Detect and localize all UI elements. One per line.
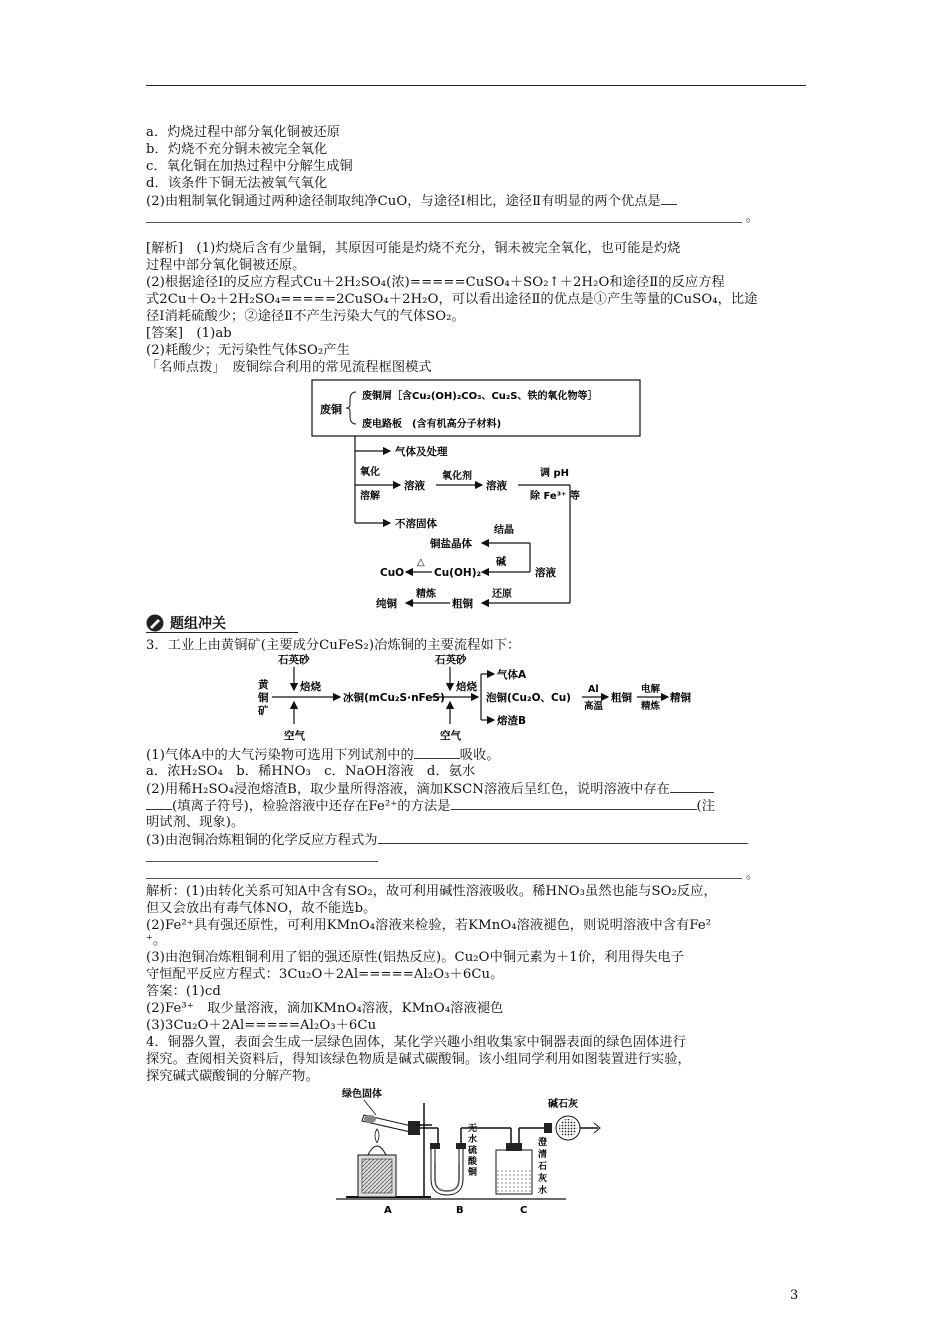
svg-text:矿: 矿 xyxy=(258,705,269,717)
crystallize-label: 结晶 xyxy=(494,525,514,536)
refine-label-2: 精炼 xyxy=(641,701,661,712)
label-c: C xyxy=(520,1205,528,1215)
gas-treatment-label: 气体及处理 xyxy=(395,446,448,458)
analysis-line: 但又会放出有毒气体NO，故不能选b。 xyxy=(146,901,377,916)
analysis-line: 径Ⅰ消耗硫酸少；②途径Ⅱ不产生污染大气的气体SO₂。 xyxy=(146,309,465,324)
heat-symbol: △ xyxy=(417,557,425,568)
aluminum-label: Al xyxy=(588,684,599,695)
remove-fe-label: 除 Fe³⁺ 等 xyxy=(530,491,580,502)
answer-line: 答案：(1)cd xyxy=(146,984,221,999)
green-solid-label: 绿色固体 xyxy=(342,1089,382,1100)
quartz-sand-2: 石英砂 xyxy=(435,654,467,666)
analysis-line: 解析：(1)由转化关系可知A中含有SO₂，故可利用碱性溶液吸收。稀HNO₃虽然也能与SO₂反应， xyxy=(146,884,717,899)
question-4-line: 4．铜器久置，表面会生成一层绿色固体，某化学兴趣小组收集家中铜器表面的绿色固体进行 xyxy=(146,1035,686,1050)
header-rule xyxy=(146,85,806,86)
circuit-board-label: 废电路板 (含有机高分子材料) xyxy=(362,419,502,430)
question-3-part-3: (3)由泡铜冶炼粗铜的化学反应方程式为 xyxy=(146,831,748,849)
analysis-line: ⁺。 xyxy=(146,933,167,948)
option-c: c．氧化铜在加热过程中分解生成铜 xyxy=(146,159,353,174)
oxidant-label: 氧化剂 xyxy=(442,471,472,482)
period: 。 xyxy=(746,867,760,882)
question-3-part-2: (2)用稀H₂SO₄浸泡熔渣B，取少量所得溶液，滴加KSCN溶液后呈红色，说明溶液中存在 xyxy=(146,780,714,798)
svg-text:水: 水 xyxy=(468,1135,478,1145)
svg-text:灰: 灰 xyxy=(538,1174,548,1184)
label-b: B xyxy=(456,1205,464,1215)
soda-lime-label: 碱石灰 xyxy=(548,1099,578,1110)
oxidize-label: 氧化 xyxy=(360,467,380,478)
solution-3: 溶液 xyxy=(535,567,556,579)
answer-line: (2)Fe³⁺ 取少量溶液，滴加KMnO₄溶液，KMnO₄溶液褪色 xyxy=(146,1001,504,1016)
svg-text:硫: 硫 xyxy=(468,1146,478,1156)
copper-salt-crystal: 铜盐晶体 xyxy=(430,538,472,550)
slag-b: 熔渣B xyxy=(497,715,527,727)
svg-text:铜: 铜 xyxy=(258,692,269,704)
analysis-line: [解析] (1)灼烧后含有少量铜，其原因可能是灼烧不充分，铜未被完全氧化，也可能是灼烧 xyxy=(146,241,681,256)
answer-blank-line xyxy=(146,878,742,879)
analysis-line: (2)根据途径Ⅰ的反应方程式Cu＋2H₂SO₄(浓)=====CuSO₄＋SO₂↑＋2H₂O和途径Ⅱ的反应方程 xyxy=(146,275,725,290)
question-3-part-2-cont: (填离子符号)，检验溶液中还存在Fe²⁺的方法是 (注 xyxy=(146,797,715,815)
analysis-line: 过程中部分氧化铜被还原。 xyxy=(146,258,306,273)
gas-a: 气体A xyxy=(497,669,527,681)
answer-line: [答案] (1)ab xyxy=(146,326,232,341)
refined-copper: 精铜 xyxy=(670,692,691,704)
refine-label: 精炼 xyxy=(416,589,436,600)
option-a: a．灼烧过程中部分氧化铜被还原 xyxy=(146,125,340,140)
waste-copper-label: 废铜 xyxy=(320,403,342,416)
air-2: 空气 xyxy=(440,730,461,742)
label-a: A xyxy=(384,1205,392,1215)
copper-matte: 冰铜(mCu₂S·nFeS) xyxy=(343,692,445,704)
pencil-icon xyxy=(146,614,166,632)
crude-copper-2: 粗铜 xyxy=(611,692,632,704)
svg-text:黄: 黄 xyxy=(258,679,269,691)
crude-copper: 粗铜 xyxy=(452,598,473,610)
expert-tip: 「名师点拨」 废铜综合利用的常见流程框图模式 xyxy=(146,360,432,375)
waste-scrap-label: 废铜屑［含Cu₂(OH)₂CO₃、Cu₂S、铁的氧化物等］ xyxy=(362,391,598,402)
answer-line: (3)3Cu₂O＋2Al=====Al₂O₃＋6Cu xyxy=(146,1018,377,1033)
period: 。 xyxy=(746,210,760,225)
answer-line: (2)耗酸少；无污染性气体SO₂产生 xyxy=(146,343,350,358)
air-1: 空气 xyxy=(284,730,305,742)
question-3-options: a．浓H₂SO₄ b．稀HNO₃ c．NaOH溶液 d．氨水 xyxy=(146,764,476,779)
option-d: d．该条件下铜无法被氧气氧化 xyxy=(146,176,328,191)
smelting-flowchart xyxy=(250,652,710,744)
analysis-line: 式2Cu＋O₂＋2H₂SO₄=====2CuSO₄＋2H₂O，可以看出途径Ⅱ的优点是①产生等量的CuSO₄，比途 xyxy=(146,292,758,307)
pure-copper: 纯铜 xyxy=(376,598,397,610)
option-b: b．灼烧不充分铜未被完全氧化 xyxy=(146,142,328,157)
copper-recycling-flowchart xyxy=(300,375,650,615)
question-3-part-1: (1)气体A中的大气污染物可选用下列试剂中的 吸收。 xyxy=(146,748,500,763)
section-banner: 题组冲关 xyxy=(146,612,298,634)
question-3-intro: 3．工业上由黄铜矿(主要成分CuFeS₂)冶炼铜的主要流程如下： xyxy=(146,638,521,653)
electrolysis-label: 电解 xyxy=(641,684,661,695)
solution-1: 溶液 xyxy=(404,480,425,492)
adjust-ph-label: 调 pH xyxy=(540,468,570,479)
svg-text:酸: 酸 xyxy=(468,1157,478,1167)
analysis-line: (2)Fe²⁺具有强还原性，可利用KMnO₄溶液来检验，若KMnO₄溶液褪色，则说明溶液中含有Fe² xyxy=(146,918,712,933)
svg-text:无: 无 xyxy=(468,1124,478,1134)
copper-oxide: CuO xyxy=(380,567,405,579)
analysis-line: (3)由泡铜冶炼粗铜利用了铝的强还原性(铝热反应)。Cu₂O中铜元素为＋1价，利用得失电子 xyxy=(146,950,685,965)
svg-text:清: 清 xyxy=(538,1150,548,1160)
roast-1: 焙烧 xyxy=(300,681,321,693)
dissolve-label: 溶解 xyxy=(360,491,380,502)
experiment-apparatus xyxy=(336,1085,616,1215)
svg-text:铜: 铜 xyxy=(468,1168,478,1178)
answer-blank-line xyxy=(146,222,742,223)
question-3-part-2-end: 明试剂、现象)。 xyxy=(146,815,245,830)
blister-copper: 泡铜(Cu₂O、Cu) xyxy=(486,692,571,704)
answer-blank-line xyxy=(146,861,378,862)
reduce-label: 还原 xyxy=(492,589,512,600)
question-4-line: 探究。查阅相关资料后，得知该绿色物质是碱式碳酸铜。该小组同学利用如图装置进行实验， xyxy=(146,1052,691,1067)
svg-text:澄: 澄 xyxy=(538,1138,548,1148)
analysis-line: 守恒配平反应方程式：3Cu₂O＋2Al=====Al₂O₃＋6Cu。 xyxy=(146,967,504,982)
svg-text:石: 石 xyxy=(538,1162,548,1172)
insoluble-solid-label: 不溶固体 xyxy=(395,518,437,530)
page-number: 3 xyxy=(790,1288,799,1303)
copper-hydroxide: Cu(OH)₂ xyxy=(434,567,482,579)
high-temp-label: 高温 xyxy=(584,701,604,712)
svg-text:水: 水 xyxy=(538,1186,548,1196)
roast-2: 焙烧 xyxy=(456,681,477,693)
base-label: 碱 xyxy=(496,557,506,568)
question-part-2: (2)由粗制氧化铜通过两种途径制取纯净CuO，与途径Ⅰ相比，途径Ⅱ有明显的两个优点是 xyxy=(146,192,677,210)
quartz-sand-1: 石英砂 xyxy=(278,654,310,666)
question-4-line: 探究碱式碳酸铜的分解产物。 xyxy=(146,1069,319,1084)
solution-2: 溶液 xyxy=(486,480,507,492)
